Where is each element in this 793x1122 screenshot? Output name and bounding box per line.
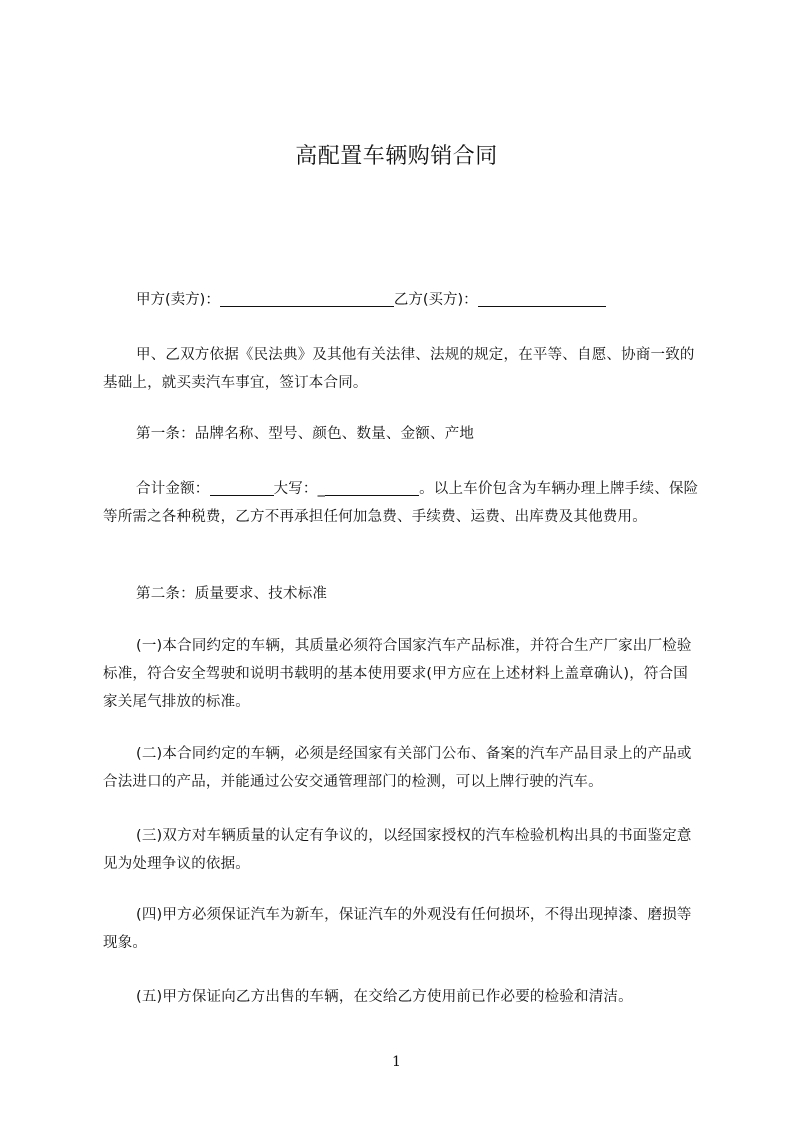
article-1-heading: 第一条：品牌名称、型号、颜色、数量、金额、产地 xyxy=(136,426,475,442)
clause-4: (四)甲方必须保证汽车为新车，保证汽车的外观没有任何损坏，不得出现掉漆、磨损等现象。 xyxy=(103,907,692,951)
intro-paragraph: 甲、乙双方依据《民法典》及其他有关法律、法规的规定，在平等、自愿、协商一致的基础上，就买卖汽车事宜，签订本合同。 xyxy=(103,347,695,391)
total-amount-blank xyxy=(210,479,274,496)
party-a-label: 甲方(卖方)： xyxy=(136,292,220,308)
amount-in-words-blank xyxy=(325,479,419,496)
amount-paragraph xyxy=(103,475,701,531)
article-2-heading: 第二条：质量要求、技术标准 xyxy=(136,586,328,602)
clause-1: (一)本合同约定的车辆，其质量必须符合国家汽车产品标准，并符合生产厂家出厂检验标准，符合安全驾驶和说明书载明的基本使用要求(甲方应在上述材料上盖章确认)，符合国家关尾气排放的标准。 xyxy=(103,638,692,710)
document-title: 高配置车辆购销合同 xyxy=(295,144,498,169)
amount-in-words-label: 大写：_ xyxy=(273,481,326,497)
party-b-label: 乙方(买方)： xyxy=(393,292,478,308)
amount-terms-text: 。以上车价包含为车辆办理上牌手续、保险等所需之各种税费，乙方不再承担任何加急费、手续费、运费、出库费及其他费用。 xyxy=(103,481,699,525)
party-b-blank xyxy=(478,290,606,307)
parties-line xyxy=(136,286,606,314)
clause-5: (五)甲方保证向乙方出售的车辆，在交给乙方使用前已作必要的检验和清洁。 xyxy=(136,989,633,1005)
page-number: 1 xyxy=(392,1054,401,1070)
clause-3: (三)双方对车辆质量的认定有争议的，以经国家授权的汽车检验机构出具的书面鉴定意见为处理争议的依据。 xyxy=(103,828,692,872)
party-a-blank xyxy=(220,290,394,307)
clause-2: (二)本合同约定的车辆，必须是经国家有关部门公布、备案的汽车产品目录上的产品或合法进口的产品，并能通过公安交通管理部门的检测，可以上牌行驶的汽车。 xyxy=(103,746,692,790)
total-amount-label: 合计金额： xyxy=(136,481,210,497)
